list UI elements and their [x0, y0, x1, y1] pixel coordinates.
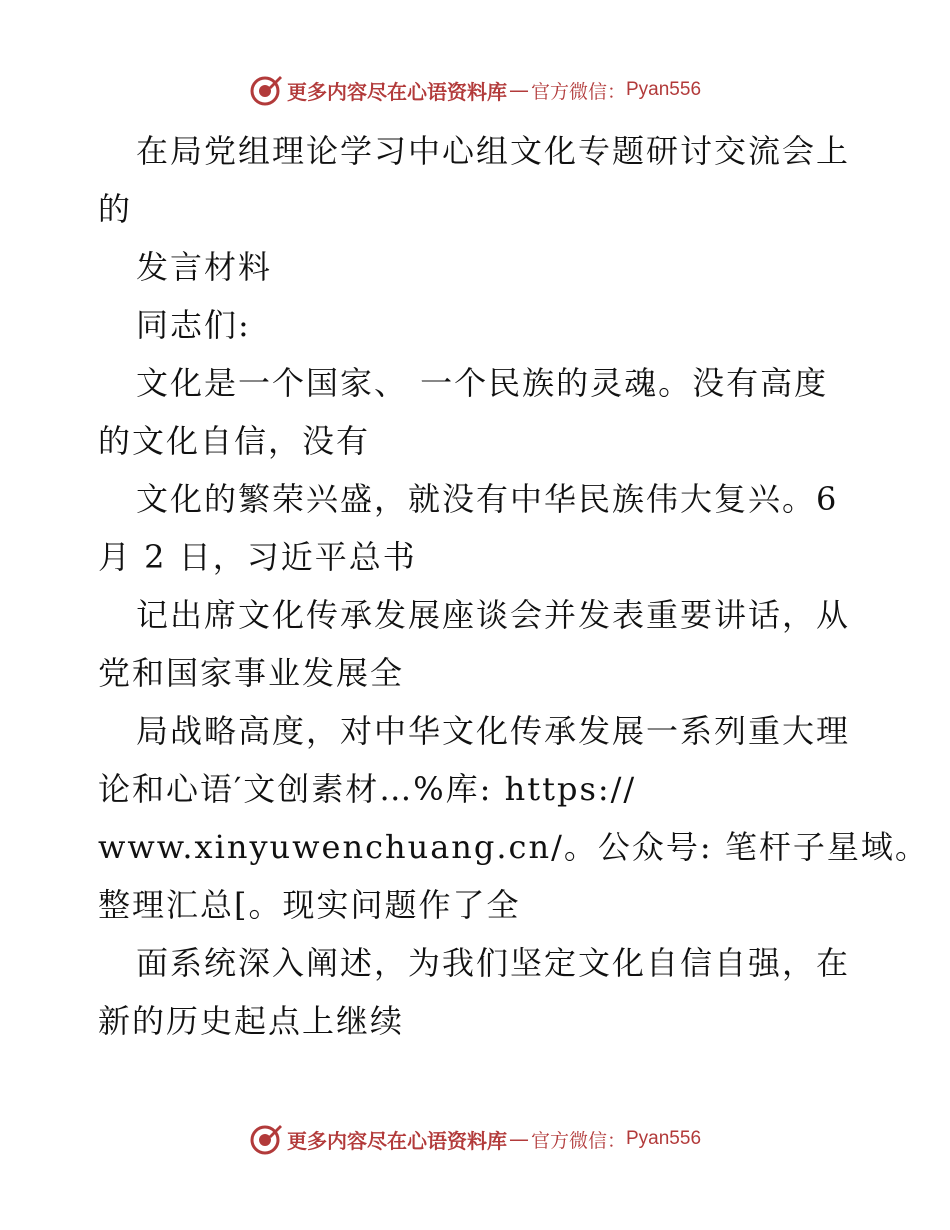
document-body: [98, 122, 929, 1050]
banner-title: 更多内容尽在心语资料库: [286, 79, 507, 104]
text-line: 月 2 日，习近平总书: [98, 538, 417, 576]
banner-dash: —: [508, 1127, 529, 1151]
text-line: 的文化自信，没有: [98, 422, 371, 460]
text-line: 文化是一个国家、 一个民族的灵魂。没有高度: [136, 364, 829, 402]
banner-dash: —: [508, 78, 529, 102]
text-line: 同志们:: [136, 306, 251, 344]
text-line: 局战略高度，对中华文化传承发展一系列重大理: [136, 712, 851, 750]
text-line: 文化的繁荣兴盛，就没有中华民族伟大复兴。6: [136, 480, 839, 518]
banner-wechat-label: 官方微信：: [530, 80, 626, 103]
banner-title: 更多内容尽在心语资料库: [286, 1128, 507, 1153]
pen-logo-icon: [249, 73, 283, 107]
text-line: 发言材料: [136, 248, 273, 286]
footer-banner: [0, 1119, 950, 1159]
text-line: 新的历史起点上继续: [98, 1002, 405, 1040]
text-line: 记出席文化传承发展座谈会并发表重要讲话，从: [136, 596, 851, 634]
text-line: 论和心语′文创素材…%库: https://: [98, 770, 637, 808]
text-line: 的: [98, 190, 133, 228]
text-line: 党和国家事业发展全: [98, 654, 405, 692]
header-banner: [0, 70, 950, 110]
banner-wechat-id: Pyan556: [626, 79, 702, 100]
banner-wechat-id: Pyan556: [626, 1128, 702, 1149]
text-line: 在局党组理论学习中心组文化专题研讨交流会上: [136, 132, 851, 170]
text-line: www.xinyuwenchuang.cn/。公众号: 笔杆子星域。: [98, 828, 929, 866]
pen-logo-icon: [249, 1122, 283, 1156]
banner-wechat-label: 官方微信：: [530, 1129, 626, 1152]
text-line: 整理汇总[。现实问题作了全: [98, 886, 521, 924]
text-line: 面系统深入阐述，为我们坚定文化自信自强，在: [136, 944, 851, 982]
